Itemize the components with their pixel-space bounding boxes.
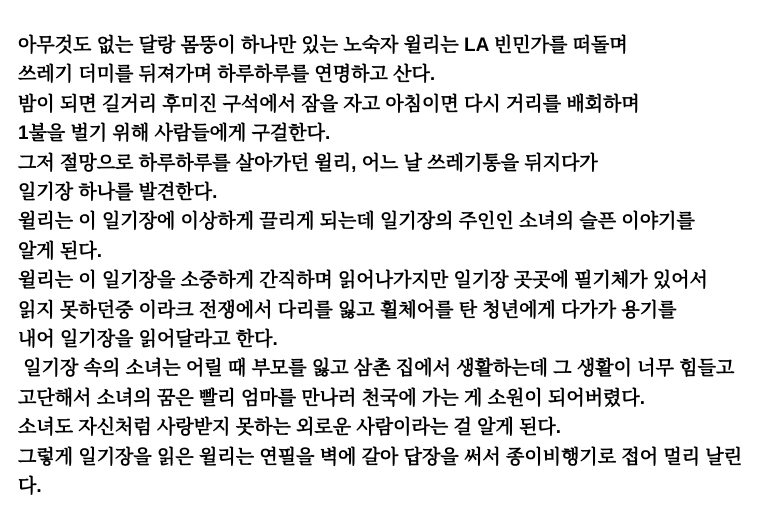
story-line-13: 고단해서 소녀의 꿈은 빨리 엄마를 만나러 천국에 가는 게 소원이 되어버렸다. [18,387,646,409]
story-line-1: 아무것도 없는 달랑 몸뚱이 하나만 있는 노숙자 윌리는 LA 빈민가를 떠돌며 [18,35,628,56]
story-line-4: 1불을 벌기 위해 사람들에게 구걸한다. [18,123,331,145]
story-line-12: 일기장 속의 소녀는 어릴 때 부모를 잃고 삼촌 집에서 생활하는데 그 생활이 너무 힘들고 [18,358,735,380]
story-line-7: 윌리는 이 일기장에 이상하게 끌리게 되는데 일기장의 주인인 소녀의 슬픈 이야기를 [18,211,695,233]
story-line-3: 밤이 되면 길거리 후미진 구석에서 잠을 자고 아침이면 다시 거리를 배회하며 [18,93,640,115]
story-line-5: 그저 절망으로 하루하루를 살아가던 윌리, 어느 날 쓰레기통을 뒤지다가 [18,152,598,174]
story-line-2: 쓰레기 더미를 뒤져가며 하루하루를 연명하고 산다. [18,64,436,86]
story-line-6: 일기장 하나를 발견한다. [18,182,218,204]
story-line-10: 읽지 못하던중 이라크 전쟁에서 다리를 잃고 휠체어를 탄 청년에게 다가가 용기를 [18,299,677,321]
story-line-15: 그렇게 일기장을 읽은 윌리는 연필을 벽에 갈아 답장을 써서 종이비행기로 접어 멀리 날린다. [18,446,743,498]
story-line-11: 내어 일기장을 읽어달라고 한다. [18,329,278,351]
story-line-14: 소녀도 자신처럼 사랑받지 못하는 외로운 사람이라는 걸 알게 된다. [18,417,562,439]
story-line-8: 알게 된다. [18,240,102,262]
story-line-9: 윌리는 이 일기장을 소중하게 간직하며 읽어나가지만 일기장 곳곳에 필기체가 있어서 [18,270,708,292]
